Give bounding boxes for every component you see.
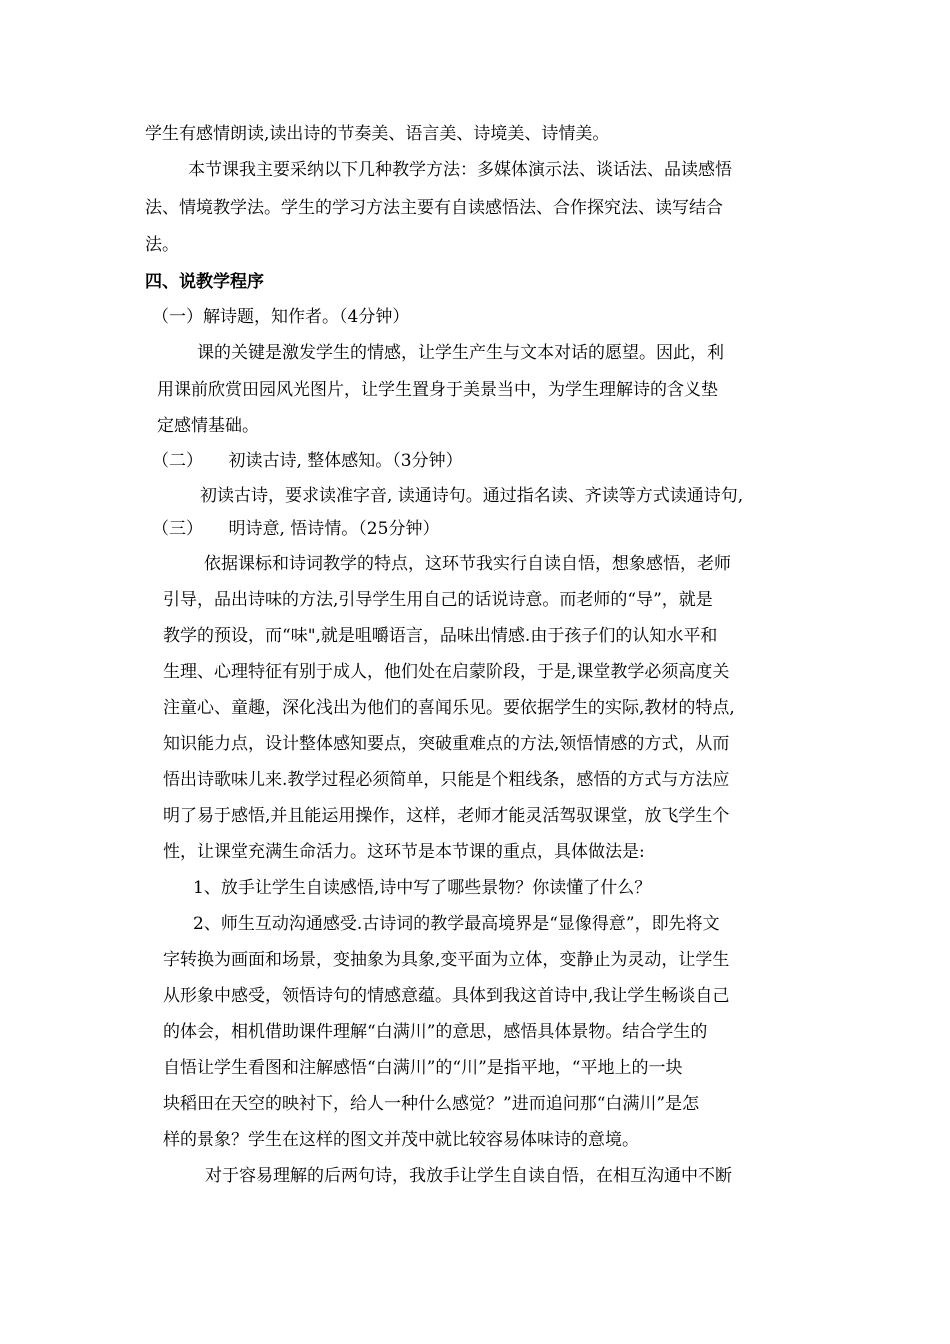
text-line: 初读古诗，要求读准字音, 读通诗句。通过指名读、齐读等方式读通诗句, [200, 486, 744, 506]
section-heading: 四、说教学程序 [145, 272, 264, 292]
text-line: 课的关键是激发学生的情感，让学生产生与文本对话的愿望。因此，利 [197, 343, 724, 363]
text-line: 对于容易理解的后两句诗，我放手让学生自读自悟，在相互沟通中不断 [205, 1166, 732, 1186]
text-line: 块稻田在天空的映衬下，给人一种什么感觉？”进而追问那“白满川”是怎 [163, 1094, 700, 1114]
text-line: 本节课我主要采纳以下几种教学方法：多媒体演示法、谈话法、品读感悟 [188, 160, 732, 180]
text-line: 生理、心理特征有别于成人，他们处在启蒙阶段，于是,课堂教学必须高度关 [163, 662, 730, 682]
text-line: 明了易于感悟,并且能运用操作，这样，老师才能灵活驾驭课堂，放飞学生个 [163, 806, 730, 826]
list-item: 2、师生互动沟通感受.古诗词的教学最高境界是“显像得意”，即先将文 [193, 914, 720, 934]
text-line: 引导，品出诗味的方法,引导学生用自己的话说诗意。而老师的“导”，就是 [163, 590, 713, 610]
text-line: 样的景象？学生在这样的图文并茂中就比较容易体味诗的意境。 [163, 1130, 639, 1150]
text-line: 的体会，相机借助课件理解“白满川”的意思，感悟具体景物。结合学生的 [163, 1022, 708, 1042]
text-line: 教学的预设，而“味",就是咀嚼语言，品味出情感.由于孩子们的认知水平和 [163, 626, 718, 646]
list-item: 1、放手让学生自读感悟,诗中写了哪些景物？你读懂了什么？ [193, 878, 652, 898]
text-line: 性，让课堂充满生命活力。这环节是本节课的重点，具体做法是: [163, 842, 645, 862]
subsection-heading: （三） 明诗意, 悟诗情。（25分钟） [152, 519, 440, 539]
text-line: 学生有感情朗读,读出诗的节奏美、语言美、诗境美、诗情美。 [145, 124, 610, 144]
text-line: 定感情基础。 [157, 416, 259, 436]
text-line: 注童心、童趣，深化浅出为他们的喜闻乐见。要依据学生的实际,教材的特点, [163, 698, 735, 718]
text-line: 字转换为画面和场景，变抽象为具象,变平面为立体，变静止为灵动，让学生 [163, 950, 730, 970]
text-line: 悟出诗歌味儿来.教学过程必须简单，只能是个粗线条，感悟的方式与方法应 [163, 770, 730, 790]
text-line: 从形象中感受，领悟诗句的情感意蕴。具体到我这首诗中,我让学生畅谈自己 [163, 986, 730, 1006]
text-line: 自悟让学生看图和注解感悟“白满川”的“川”是指平地，“平地上的一块 [163, 1058, 683, 1078]
text-line: 知识能力点，设计整体感知要点，突破重难点的方法,领悟情感的方式，从而 [163, 734, 730, 754]
subsection-heading: （一）解诗题，知作者。（4分钟） [152, 307, 410, 327]
subsection-heading: （二） 初读古诗, 整体感知。（3分钟） [152, 451, 463, 471]
text-line: 法、情境教学法。学生的学习方法主要有自读感悟法、合作探究法、读写结合 [145, 198, 723, 218]
text-line: 法。 [145, 235, 179, 255]
text-line: 用课前欣赏田园风光图片，让学生置身于美景当中，为学生理解诗的含义垫 [157, 380, 718, 400]
text-line: 依据课标和诗词教学的特点，这环节我实行自读自悟，想象感悟，老师 [204, 554, 731, 574]
